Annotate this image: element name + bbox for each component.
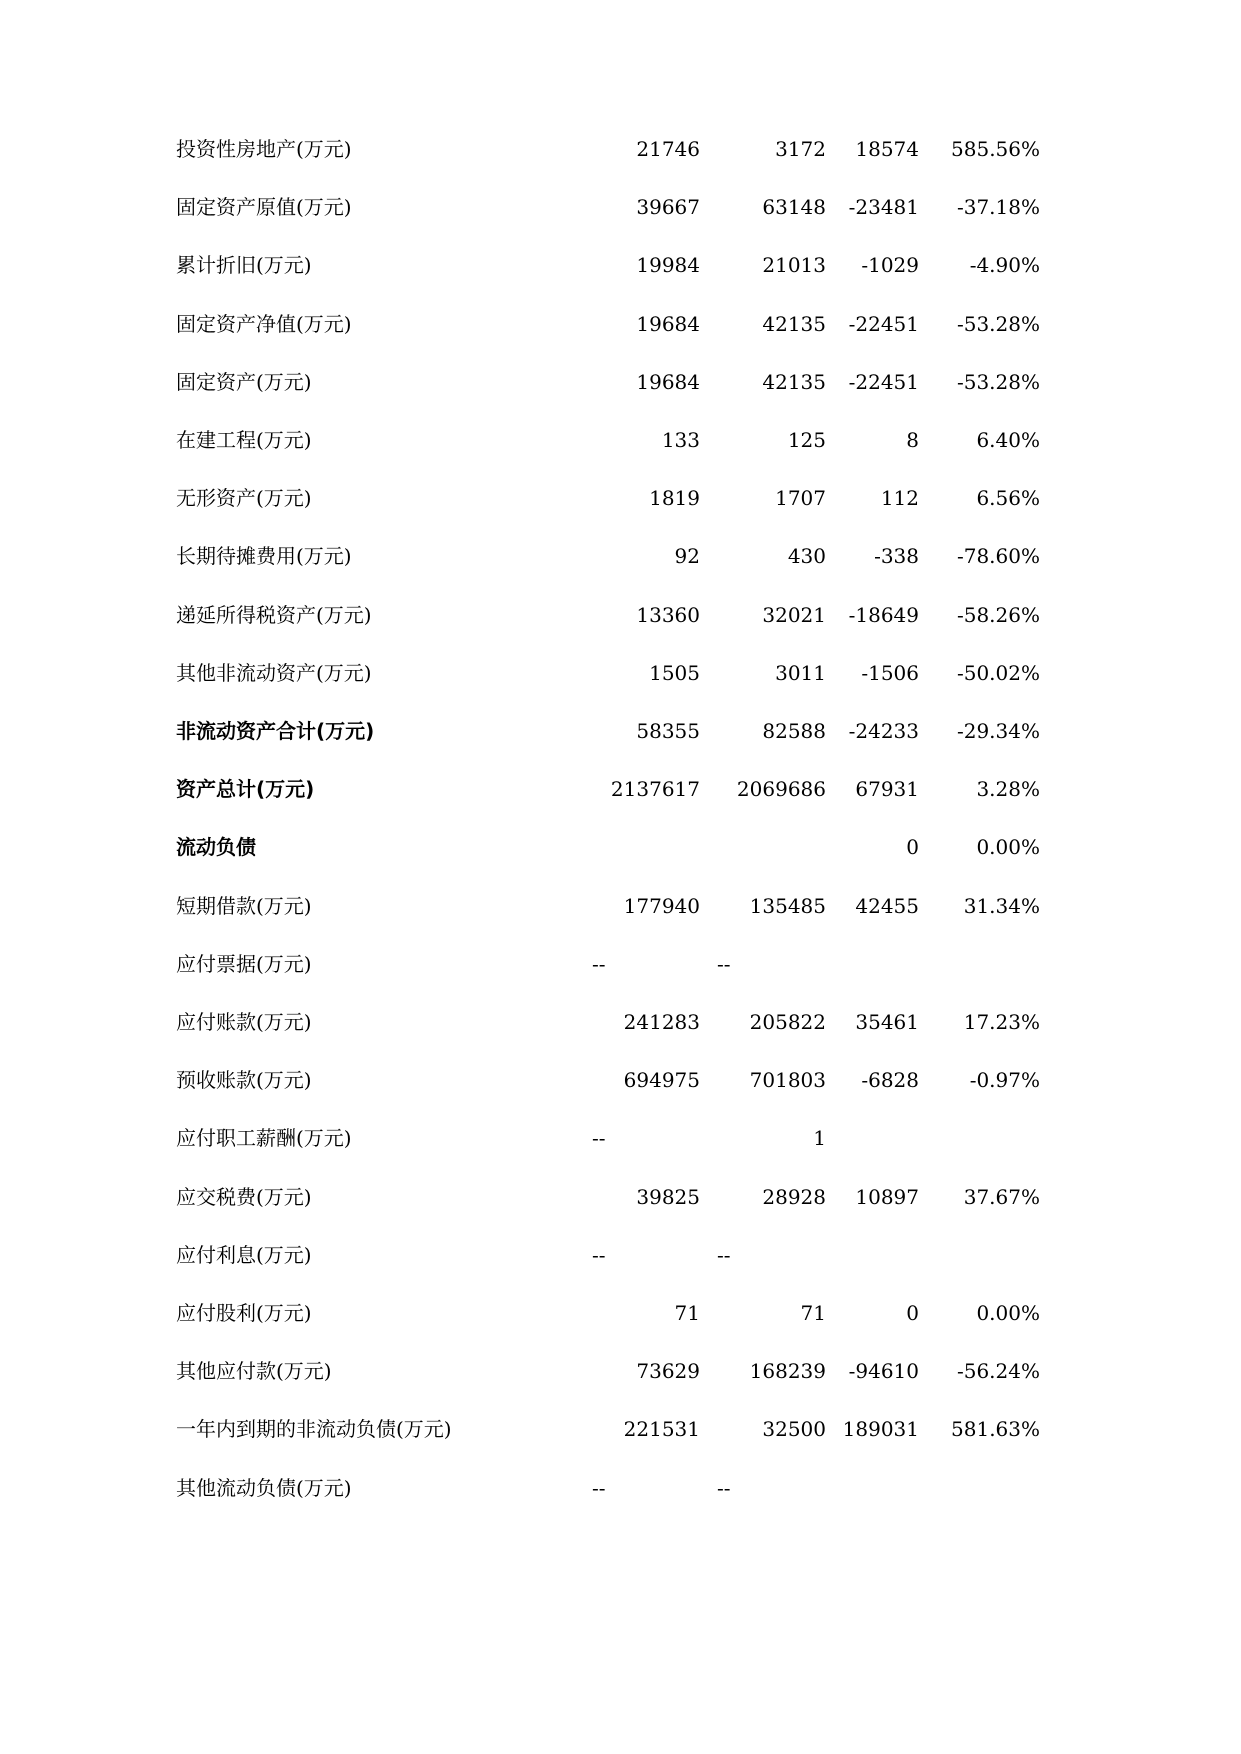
value-change-percent: -29.34%: [956, 719, 1040, 743]
table-row: [0, 245, 1241, 285]
value-change: -1029: [861, 253, 919, 278]
value-change-percent: 31.34%: [963, 893, 1040, 918]
value-previous: 135485: [749, 893, 826, 918]
value-current: 1819: [649, 486, 700, 511]
value-change: -22451: [848, 369, 919, 394]
value-current: 19684: [636, 311, 700, 336]
table-row: [0, 536, 1241, 576]
value-change: 0: [906, 835, 919, 860]
row-label: 资产总计(万元): [176, 777, 315, 802]
row-label: 短期借款(万元): [176, 893, 312, 918]
value-current: 39667: [636, 195, 700, 220]
value-current-empty: --: [592, 1475, 606, 1500]
value-previous: 430: [787, 544, 826, 569]
value-current: 39825: [636, 1184, 700, 1209]
table-row: [0, 187, 1241, 227]
value-previous: 63148: [762, 195, 826, 220]
value-previous: 701803: [749, 1068, 826, 1093]
value-previous: 42135: [762, 311, 826, 336]
value-change-percent: -50.02%: [956, 660, 1040, 685]
value-current: 694975: [623, 1068, 700, 1093]
value-previous: 28928: [762, 1184, 826, 1209]
value-current: 92: [674, 544, 700, 569]
value-change: 10897: [855, 1184, 919, 1209]
value-change: 18574: [855, 137, 919, 161]
value-change: -23481: [848, 195, 919, 220]
table-row: [0, 653, 1241, 693]
value-change-percent: 3.28%: [976, 777, 1040, 802]
table-row: [0, 362, 1241, 402]
row-label: 固定资产(万元): [176, 369, 312, 394]
table-row: [0, 1409, 1241, 1449]
table-row: [0, 1293, 1241, 1333]
value-change: 35461: [855, 1010, 919, 1034]
value-current: 73629: [636, 1359, 700, 1384]
value-change: -24233: [848, 719, 919, 743]
value-change: -338: [874, 544, 919, 569]
value-previous-empty: --: [717, 1475, 731, 1500]
value-current-empty: --: [592, 1242, 606, 1267]
row-label: 长期待摊费用(万元): [176, 544, 352, 569]
row-label: 应付股利(万元): [176, 1301, 312, 1325]
table-row: [0, 769, 1241, 809]
value-change-percent: 585.56%: [951, 137, 1040, 161]
value-current: 241283: [623, 1010, 700, 1034]
value-change: 8: [906, 428, 919, 452]
table-row: [0, 1235, 1241, 1275]
table-row: [0, 304, 1241, 344]
value-previous: 71: [800, 1301, 826, 1325]
value-current: 21746: [636, 137, 700, 161]
value-change: -18649: [848, 602, 919, 627]
value-previous: 2069686: [736, 777, 826, 802]
row-label: 流动负债: [176, 835, 256, 860]
table-row: [0, 1118, 1241, 1158]
value-previous: 1707: [775, 486, 826, 511]
row-label: 非流动资产合计(万元): [176, 719, 375, 743]
row-label: 应付利息(万元): [176, 1242, 312, 1267]
row-label: 应付职工薪酬(万元): [176, 1126, 352, 1151]
value-previous: 82588: [762, 719, 826, 743]
row-label: 固定资产原值(万元): [176, 195, 352, 220]
value-previous: 205822: [749, 1010, 826, 1034]
value-change-percent: -53.28%: [956, 311, 1040, 336]
row-label: 在建工程(万元): [176, 428, 312, 452]
value-current: 13360: [636, 602, 700, 627]
value-change: -1506: [861, 660, 919, 685]
value-change-percent: -0.97%: [969, 1068, 1040, 1093]
row-label: 累计折旧(万元): [176, 253, 312, 278]
value-change-percent: 581.63%: [951, 1417, 1040, 1442]
value-previous: 3172: [775, 137, 826, 161]
value-previous: 168239: [749, 1359, 826, 1384]
value-change-percent: 17.23%: [963, 1010, 1040, 1034]
value-current: 177940: [623, 893, 700, 918]
value-current-empty: --: [592, 1126, 606, 1151]
value-change-percent: -37.18%: [956, 195, 1040, 220]
table-row: [0, 1468, 1241, 1508]
value-change: 42455: [855, 893, 919, 918]
value-change: 0: [906, 1301, 919, 1325]
row-label: 其他非流动资产(万元): [176, 660, 372, 685]
value-change-percent: -56.24%: [956, 1359, 1040, 1384]
value-current: 221531: [623, 1417, 700, 1442]
value-current: 58355: [636, 719, 700, 743]
row-label: 递延所得税资产(万元): [176, 602, 372, 627]
value-previous: 21013: [762, 253, 826, 278]
value-change: 189031: [842, 1417, 919, 1442]
value-previous: 3011: [775, 660, 826, 685]
value-previous-empty: --: [717, 1242, 731, 1267]
table-row: [0, 886, 1241, 926]
value-previous: 125: [787, 428, 826, 452]
value-change: -94610: [848, 1359, 919, 1384]
row-label: 预收账款(万元): [176, 1068, 312, 1093]
value-change-percent: 0.00%: [976, 1301, 1040, 1325]
row-label: 应付票据(万元): [176, 951, 312, 976]
value-change: -6828: [861, 1068, 919, 1093]
value-previous: 32500: [762, 1417, 826, 1442]
value-change-percent: 6.56%: [976, 486, 1040, 511]
row-label: 其他流动负债(万元): [176, 1475, 352, 1500]
table-row: [0, 1351, 1241, 1391]
value-current: 19984: [636, 253, 700, 278]
row-label: 投资性房地产(万元): [176, 137, 352, 161]
table-row: [0, 129, 1241, 169]
value-current: 1505: [649, 660, 700, 685]
table-row: [0, 1060, 1241, 1100]
value-previous: 42135: [762, 369, 826, 394]
row-label: 无形资产(万元): [176, 486, 312, 511]
table-row: [0, 944, 1241, 984]
value-previous: 32021: [762, 602, 826, 627]
table-row: [0, 420, 1241, 460]
value-change-percent: 37.67%: [963, 1184, 1040, 1209]
row-label: 应付账款(万元): [176, 1010, 312, 1034]
value-current: 133: [661, 428, 700, 452]
table-row: [0, 478, 1241, 518]
value-current: 71: [674, 1301, 700, 1325]
table-row: [0, 711, 1241, 751]
value-change-percent: -53.28%: [956, 369, 1040, 394]
value-change: 67931: [855, 777, 919, 802]
value-change: -22451: [848, 311, 919, 336]
row-label: 固定资产净值(万元): [176, 311, 352, 336]
value-change-percent: -58.26%: [956, 602, 1040, 627]
value-change: 112: [880, 486, 919, 511]
value-change-percent: -4.90%: [969, 253, 1040, 278]
table-row: [0, 595, 1241, 635]
value-previous-empty: --: [717, 951, 731, 976]
table-row: [0, 1177, 1241, 1217]
table-row: [0, 827, 1241, 867]
value-change-percent: 6.40%: [976, 428, 1040, 452]
row-label: 其他应付款(万元): [176, 1359, 332, 1384]
value-previous: 1: [813, 1126, 826, 1151]
value-change-percent: 0.00%: [976, 835, 1040, 860]
value-current-empty: --: [592, 951, 606, 976]
value-current: 2137617: [610, 777, 700, 802]
value-current: 19684: [636, 369, 700, 394]
row-label: 一年内到期的非流动负债(万元): [176, 1417, 452, 1442]
table-row: [0, 1002, 1241, 1042]
value-change-percent: -78.60%: [956, 544, 1040, 569]
row-label: 应交税费(万元): [176, 1184, 312, 1209]
